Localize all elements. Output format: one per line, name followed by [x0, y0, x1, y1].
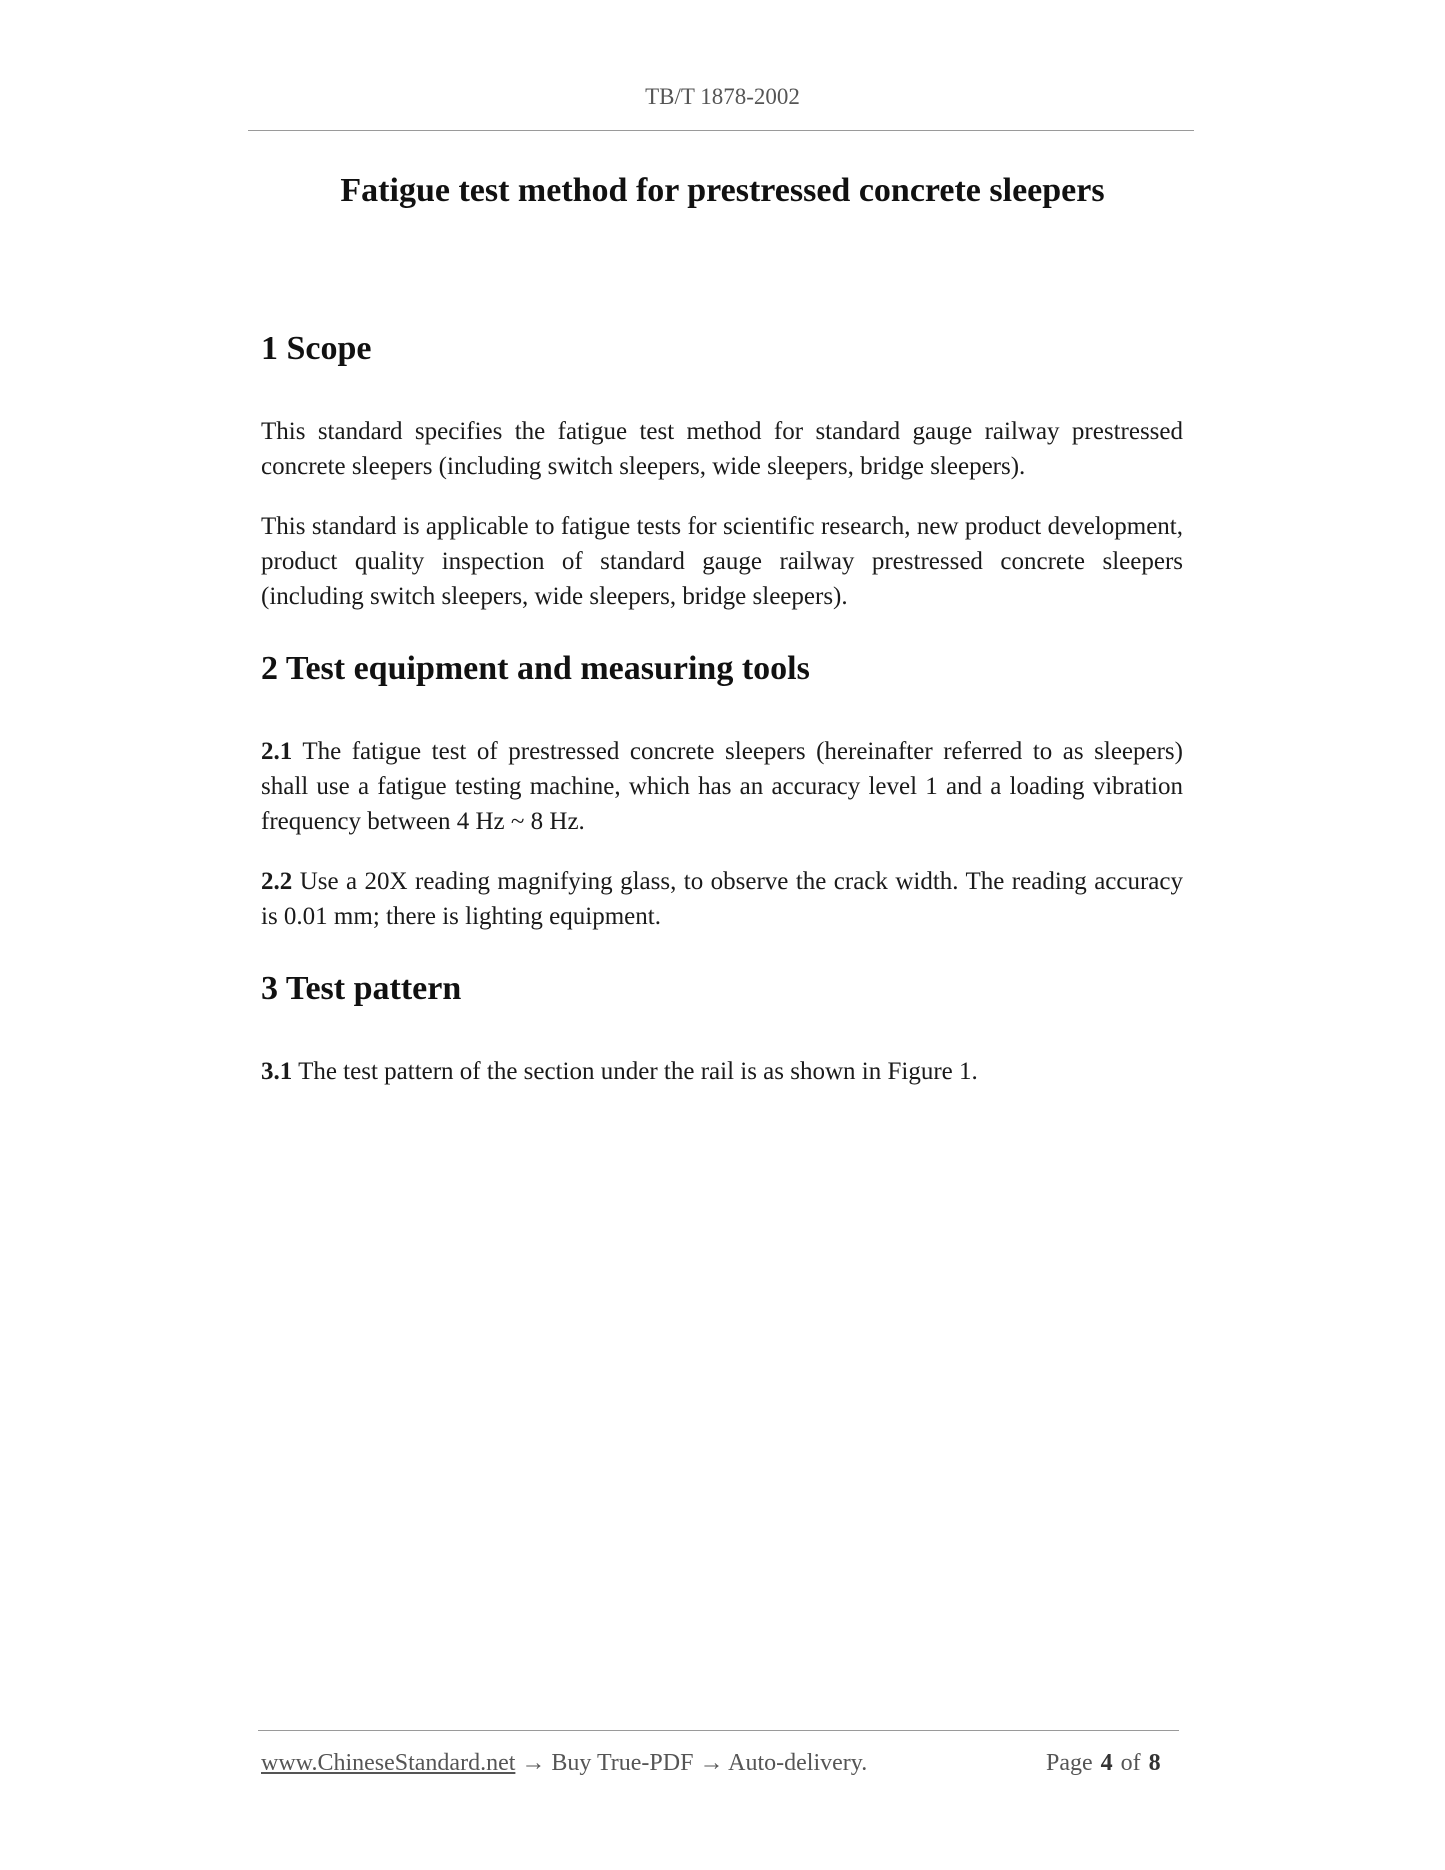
page-label: Page [1046, 1750, 1093, 1776]
clause-2-1 [261, 734, 1183, 839]
header-standard-code: TB/T 1878-2002 [645, 84, 800, 109]
header-divider [248, 130, 1194, 131]
section-heading-test-equipment: 2 Test equipment and measuring tools [261, 650, 810, 687]
clause-text: The fatigue test of prestressed concrete sleepers (hereinafter referred to as sleepers) shall use a fatigue testing machine, which has an accuracy level 1 and a loading vibration frequency between 4 Hz ~ 8 Hz. [261, 738, 1183, 835]
section-heading-scope: 1 Scope [261, 330, 372, 367]
scope-paragraph-1 [261, 414, 1183, 484]
clause-2-2 [261, 864, 1183, 934]
arrow-right-icon: → [699, 1750, 724, 1776]
website-link[interactable]: www.ChineseStandard.net [261, 1750, 516, 1776]
paragraph-text: This standard is applicable to fatigue tests for scientific research, new product development, product quality inspection of standard gauge railway prestressed concrete sleepers (including switch sleepers, wide sleepers, bridge sleepers). [261, 513, 1183, 610]
clause-number: 2.2 [261, 868, 293, 895]
clause-number: 3.1 [261, 1058, 293, 1085]
page-indicator [1046, 1750, 1161, 1777]
scope-paragraph-2 [261, 509, 1183, 614]
clause-3-1 [261, 1054, 1183, 1089]
footer-divider [258, 1730, 1179, 1731]
document-title: Fatigue test method for prestressed concrete sleepers [340, 172, 1105, 209]
buy-true-pdf-text: Buy True-PDF [551, 1750, 694, 1776]
total-pages-number: 8 [1148, 1750, 1161, 1776]
clause-number: 2.1 [261, 738, 293, 765]
footer-links [261, 1750, 867, 1777]
clause-text: Use a 20X reading magnifying glass, to observe the crack width. The reading accuracy is 0.01 mm; there is lighting equipment. [261, 868, 1184, 930]
auto-delivery-text: Auto-delivery. [728, 1750, 868, 1776]
current-page-number: 4 [1100, 1750, 1113, 1776]
paragraph-text: This standard specifies the fatigue test method for standard gauge railway prestressed concrete sleepers (including switch sleepers, wide sleepers, bridge sleepers). [261, 418, 1183, 480]
clause-text: The test pattern of the section under the rail is as shown in Figure 1. [298, 1058, 978, 1085]
arrow-right-icon: → [521, 1750, 546, 1776]
section-heading-test-pattern: 3 Test pattern [261, 970, 462, 1007]
of-label: of [1120, 1750, 1141, 1776]
